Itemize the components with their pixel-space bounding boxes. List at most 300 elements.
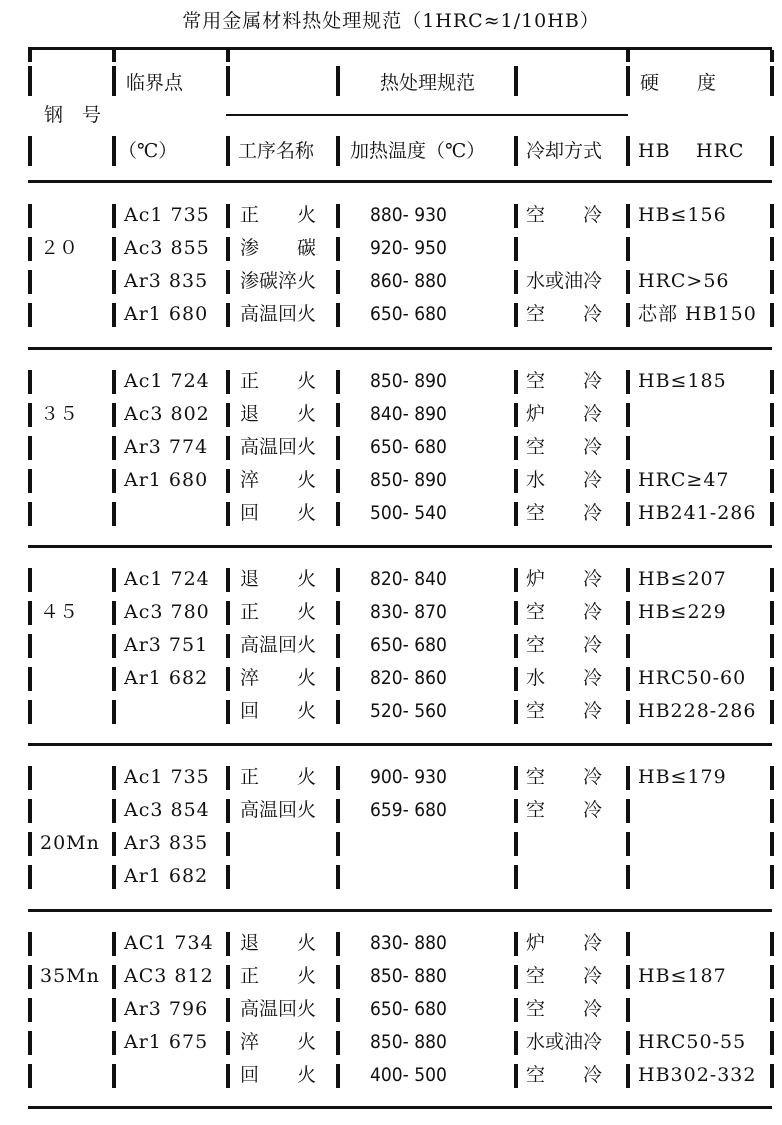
cooling-cell: 空 冷	[526, 766, 603, 788]
temp-cell: 659- 680	[370, 799, 447, 821]
column-rule	[514, 270, 518, 294]
temp-cell: 830- 870	[370, 601, 447, 623]
process-cell: 退 火	[240, 568, 317, 590]
temp-cell: 860- 880	[370, 270, 447, 292]
column-rule	[112, 136, 116, 166]
process-cell: 正 火	[240, 965, 317, 987]
column-rule	[336, 469, 340, 493]
column-rule	[770, 634, 774, 658]
column-rule	[28, 237, 32, 261]
column-rule	[226, 568, 230, 592]
process-cell: 回 火	[240, 700, 317, 722]
column-rule	[28, 303, 32, 327]
page-title: 常用金属材料热处理规范（1HRC≈1/10HB）	[182, 10, 600, 32]
temp-cell: 850- 880	[370, 1031, 447, 1053]
hardness-cell: HB228-286	[638, 700, 757, 722]
column-rule	[514, 700, 518, 724]
hardness-cell: HB241-286	[638, 502, 757, 524]
column-rule	[770, 799, 774, 823]
column-rule	[770, 932, 774, 956]
column-rule	[626, 303, 630, 327]
column-rule	[226, 667, 230, 691]
column-rule	[770, 700, 774, 724]
critical-point-cell: Ar3 835	[124, 832, 209, 854]
hardness-cell: 芯部 HB150	[638, 303, 757, 325]
column-rule	[336, 370, 340, 394]
column-rule	[112, 66, 116, 96]
critical-point-cell: Ac1 735	[124, 766, 210, 788]
column-rule	[770, 667, 774, 691]
column-rule	[112, 965, 116, 989]
hardness-cell: HB302-332	[638, 1064, 757, 1086]
column-rule	[626, 50, 630, 62]
cooling-cell: 空 冷	[526, 1064, 603, 1086]
column-rule	[770, 766, 774, 790]
column-rule	[112, 436, 116, 460]
column-rule	[770, 237, 774, 261]
hardness-cell: HRC50-55	[638, 1031, 747, 1053]
column-rule	[226, 766, 230, 790]
process-cell: 高温回火	[240, 799, 317, 821]
column-rule	[112, 50, 116, 62]
hardness-cell: HB≤179	[638, 766, 727, 788]
critical-point-cell: Ac3 780	[124, 601, 210, 623]
process-cell: 正 火	[240, 370, 317, 392]
process-cell: 高温回火	[240, 998, 317, 1020]
cooling-cell: 空 冷	[526, 965, 603, 987]
column-rule	[626, 1031, 630, 1055]
column-rule	[336, 998, 340, 1022]
process-cell: 淬 火	[240, 1031, 317, 1053]
column-rule	[28, 50, 32, 62]
temp-cell: 840- 890	[370, 403, 447, 425]
column-rule	[28, 965, 32, 989]
process-cell: 退 火	[240, 403, 317, 425]
column-rule	[28, 634, 32, 658]
column-rule	[226, 634, 230, 658]
column-rule	[514, 865, 518, 889]
column-rule	[28, 799, 32, 823]
column-rule	[112, 667, 116, 691]
process-cell: 回 火	[240, 502, 317, 524]
temp-cell: 400- 500	[370, 1064, 447, 1086]
column-rule	[112, 1064, 116, 1088]
hardness-cell: HB≤156	[638, 204, 727, 226]
column-rule	[626, 403, 630, 427]
temp-cell: 880- 930	[370, 204, 447, 226]
column-rule	[112, 865, 116, 889]
column-rule	[626, 136, 630, 166]
column-rule	[336, 66, 340, 96]
hardness-cell: HRC50-60	[638, 667, 747, 689]
column-rule	[626, 799, 630, 823]
column-rule	[626, 700, 630, 724]
column-rule	[770, 1064, 774, 1088]
column-rule	[336, 601, 340, 625]
column-rule	[514, 136, 518, 166]
process-cell: 正 火	[240, 204, 317, 226]
column-rule	[770, 998, 774, 1022]
column-rule	[336, 932, 340, 956]
temp-cell: 900- 930	[370, 766, 447, 788]
column-rule	[28, 601, 32, 625]
column-rule	[28, 932, 32, 956]
header-cooling: 冷却方式	[526, 140, 603, 162]
column-rule	[626, 634, 630, 658]
critical-point-cell: Ar1 680	[124, 469, 209, 491]
column-rule	[336, 1031, 340, 1055]
temp-cell: 820- 840	[370, 568, 447, 590]
process-cell: 正 火	[240, 601, 317, 623]
column-rule	[28, 469, 32, 493]
cooling-cell: 炉 冷	[526, 403, 603, 425]
column-rule	[28, 1064, 32, 1088]
column-rule	[626, 1064, 630, 1088]
table-top-rule	[28, 47, 772, 50]
column-rule	[514, 303, 518, 327]
steel-grade: 35Mn	[40, 965, 100, 987]
critical-point-cell: Ar3 751	[124, 634, 209, 656]
hardness-cell: HRC≥47	[638, 469, 730, 491]
column-rule	[226, 998, 230, 1022]
temp-cell: 650- 680	[370, 634, 447, 656]
column-rule	[112, 568, 116, 592]
hardness-cell: HRC>56	[638, 270, 730, 292]
temp-cell: 650- 680	[370, 998, 447, 1020]
column-rule	[626, 998, 630, 1022]
temp-cell: 850- 880	[370, 965, 447, 987]
column-rule	[770, 865, 774, 889]
column-rule	[112, 270, 116, 294]
critical-point-cell: Ar1 680	[124, 303, 209, 325]
header-hrc: HRC	[696, 140, 745, 162]
cooling-cell: 空 冷	[526, 370, 603, 392]
temp-cell: 650- 680	[370, 436, 447, 458]
column-rule	[28, 66, 32, 96]
group-rule	[28, 909, 772, 912]
column-rule	[626, 667, 630, 691]
column-rule	[28, 436, 32, 460]
column-rule	[226, 136, 230, 166]
temp-cell: 920- 950	[370, 237, 447, 259]
critical-point-cell: Ar3 835	[124, 270, 209, 292]
process-cell: 淬 火	[240, 469, 317, 491]
header-process-name: 工序名称	[238, 140, 315, 162]
column-rule	[112, 700, 116, 724]
column-rule	[226, 865, 230, 889]
cooling-cell: 空 冷	[526, 998, 603, 1020]
column-rule	[28, 832, 32, 856]
column-rule	[112, 204, 116, 228]
cooling-cell: 空 冷	[526, 204, 603, 226]
column-rule	[226, 237, 230, 261]
temp-cell: 850- 890	[370, 370, 447, 392]
process-cell: 高温回火	[240, 303, 317, 325]
column-rule	[226, 601, 230, 625]
header-heat-treatment: 热处理规范	[380, 72, 476, 94]
column-rule	[226, 1031, 230, 1055]
column-rule	[226, 1064, 230, 1088]
cooling-cell: 空 冷	[526, 799, 603, 821]
hardness-cell: HB≤185	[638, 370, 727, 392]
critical-point-cell: AC1 734	[124, 932, 214, 954]
critical-point-cell: Ar3 796	[124, 998, 209, 1020]
column-rule	[626, 370, 630, 394]
column-rule	[336, 237, 340, 261]
process-cell: 回 火	[240, 1064, 317, 1086]
column-rule	[112, 370, 116, 394]
critical-point-cell: Ac1 735	[124, 204, 210, 226]
process-cell: 退 火	[240, 932, 317, 954]
critical-point-cell: Ac1 724	[124, 568, 210, 590]
column-rule	[28, 136, 32, 166]
column-rule	[28, 502, 32, 526]
temp-cell: 500- 540	[370, 502, 447, 524]
column-rule	[626, 237, 630, 261]
group-rule	[28, 180, 772, 183]
column-rule	[514, 601, 518, 625]
column-rule	[112, 766, 116, 790]
column-rule	[28, 700, 32, 724]
column-rule	[226, 502, 230, 526]
column-rule	[336, 136, 340, 166]
column-rule	[770, 502, 774, 526]
header-hb: HB	[638, 140, 671, 162]
process-cell: 高温回火	[240, 634, 317, 656]
column-rule	[626, 965, 630, 989]
header-heating-temp: 加热温度（℃）	[350, 140, 486, 162]
cooling-cell: 水 冷	[526, 667, 603, 689]
column-rule	[514, 502, 518, 526]
column-rule	[28, 667, 32, 691]
column-rule	[514, 403, 518, 427]
column-rule	[626, 932, 630, 956]
column-rule	[226, 700, 230, 724]
column-rule	[626, 766, 630, 790]
critical-point-cell: Ac3 854	[124, 799, 210, 821]
column-rule	[770, 601, 774, 625]
column-rule	[514, 965, 518, 989]
column-rule	[514, 1064, 518, 1088]
hardness-cell: HB≤187	[638, 965, 727, 987]
column-rule	[336, 204, 340, 228]
column-rule	[514, 766, 518, 790]
group-rule	[28, 347, 772, 350]
temp-cell: 830- 880	[370, 932, 447, 954]
column-rule	[226, 965, 230, 989]
column-rule	[770, 436, 774, 460]
group-rule	[28, 743, 772, 746]
column-rule	[626, 568, 630, 592]
column-rule	[226, 799, 230, 823]
column-rule	[770, 469, 774, 493]
column-rule	[112, 998, 116, 1022]
column-rule	[112, 237, 116, 261]
critical-point-cell: Ac1 724	[124, 370, 210, 392]
cooling-cell: 炉 冷	[526, 932, 603, 954]
cooling-cell: 空 冷	[526, 700, 603, 722]
column-rule	[336, 1064, 340, 1088]
critical-point-cell: Ar1 682	[124, 667, 209, 689]
column-rule	[112, 799, 116, 823]
column-rule	[28, 204, 32, 228]
column-rule	[514, 204, 518, 228]
column-rule	[112, 634, 116, 658]
process-cell: 渗碳淬火	[240, 270, 317, 292]
column-rule	[226, 832, 230, 856]
column-rule	[28, 998, 32, 1022]
column-rule	[770, 403, 774, 427]
steel-grade: ４５	[40, 601, 79, 623]
column-rule	[336, 403, 340, 427]
column-rule	[226, 403, 230, 427]
column-rule	[626, 270, 630, 294]
column-rule	[336, 502, 340, 526]
column-rule	[336, 303, 340, 327]
header-sub-rule	[226, 114, 628, 116]
column-rule	[336, 832, 340, 856]
group-rule	[28, 1106, 772, 1109]
column-rule	[336, 700, 340, 724]
column-rule	[770, 66, 774, 96]
column-rule	[770, 832, 774, 856]
column-rule	[514, 568, 518, 592]
column-rule	[626, 832, 630, 856]
column-rule	[112, 403, 116, 427]
column-rule	[514, 1031, 518, 1055]
column-rule	[514, 799, 518, 823]
cooling-cell: 空 冷	[526, 303, 603, 325]
column-rule	[514, 370, 518, 394]
column-rule	[336, 667, 340, 691]
column-rule	[226, 204, 230, 228]
header-steel: 钢 号	[44, 104, 102, 126]
process-cell: 渗 碳	[240, 237, 317, 259]
column-rule	[514, 998, 518, 1022]
column-rule	[336, 799, 340, 823]
column-rule	[28, 270, 32, 294]
header-critical-point: 临界点	[126, 72, 184, 94]
cooling-cell: 水 冷	[526, 469, 603, 491]
column-rule	[112, 932, 116, 956]
column-rule	[28, 766, 32, 790]
process-cell: 正 火	[240, 766, 317, 788]
cooling-cell: 空 冷	[526, 436, 603, 458]
column-rule	[336, 634, 340, 658]
critical-point-cell: Ar1 682	[124, 865, 209, 887]
column-rule	[770, 270, 774, 294]
column-rule	[336, 865, 340, 889]
column-rule	[226, 469, 230, 493]
critical-point-cell: Ac3 855	[124, 237, 210, 259]
steel-grade: ３５	[40, 403, 79, 425]
column-rule	[28, 370, 32, 394]
column-rule	[514, 237, 518, 261]
column-rule	[226, 932, 230, 956]
column-rule	[770, 965, 774, 989]
hardness-cell: HB≤207	[638, 568, 727, 590]
column-rule	[626, 865, 630, 889]
hardness-cell: HB≤229	[638, 601, 727, 623]
column-rule	[514, 66, 518, 96]
column-rule	[336, 436, 340, 460]
steel-grade: 20Mn	[40, 832, 100, 854]
cooling-cell: 空 冷	[526, 502, 603, 524]
column-rule	[226, 50, 230, 62]
cooling-cell: 炉 冷	[526, 568, 603, 590]
column-rule	[28, 568, 32, 592]
column-rule	[112, 832, 116, 856]
critical-point-cell: Ar3 774	[124, 436, 209, 458]
critical-point-cell: Ar1 675	[124, 1031, 209, 1053]
column-rule	[226, 66, 230, 96]
column-rule	[626, 469, 630, 493]
column-rule	[226, 436, 230, 460]
process-cell: 高温回火	[240, 436, 317, 458]
column-rule	[336, 270, 340, 294]
column-rule	[336, 766, 340, 790]
column-rule	[514, 932, 518, 956]
critical-point-cell: AC3 812	[124, 965, 214, 987]
temp-cell: 650- 680	[370, 303, 447, 325]
column-rule	[226, 270, 230, 294]
column-rule	[226, 303, 230, 327]
temp-cell: 820- 860	[370, 667, 447, 689]
column-rule	[626, 66, 630, 96]
header-hardness: 硬 度	[640, 72, 717, 94]
cooling-cell: 空 冷	[526, 634, 603, 656]
temp-cell: 850- 890	[370, 469, 447, 491]
column-rule	[770, 303, 774, 327]
process-cell: 淬 火	[240, 667, 317, 689]
column-rule	[514, 634, 518, 658]
cooling-cell: 空 冷	[526, 601, 603, 623]
column-rule	[770, 136, 774, 166]
column-rule	[770, 370, 774, 394]
column-rule	[626, 601, 630, 625]
column-rule	[28, 1031, 32, 1055]
column-rule	[112, 502, 116, 526]
column-rule	[626, 436, 630, 460]
cooling-cell: 水或油冷	[526, 270, 603, 292]
column-rule	[770, 1031, 774, 1055]
column-rule	[770, 50, 774, 62]
column-rule	[28, 403, 32, 427]
column-rule	[226, 370, 230, 394]
column-rule	[112, 601, 116, 625]
group-rule	[28, 545, 772, 548]
column-rule	[626, 204, 630, 228]
column-rule	[336, 965, 340, 989]
column-rule	[336, 568, 340, 592]
steel-grade: ２０	[40, 237, 79, 259]
column-rule	[770, 568, 774, 592]
column-rule	[28, 865, 32, 889]
cooling-cell: 水或油冷	[526, 1031, 603, 1053]
column-rule	[514, 832, 518, 856]
column-rule	[112, 303, 116, 327]
column-rule	[112, 469, 116, 493]
column-rule	[514, 667, 518, 691]
header-critical-unit: （℃）	[118, 140, 178, 162]
column-rule	[770, 204, 774, 228]
temp-cell: 520- 560	[370, 700, 447, 722]
column-rule	[112, 1031, 116, 1055]
column-rule	[514, 469, 518, 493]
column-rule	[626, 502, 630, 526]
column-rule	[514, 436, 518, 460]
critical-point-cell: Ac3 802	[124, 403, 210, 425]
